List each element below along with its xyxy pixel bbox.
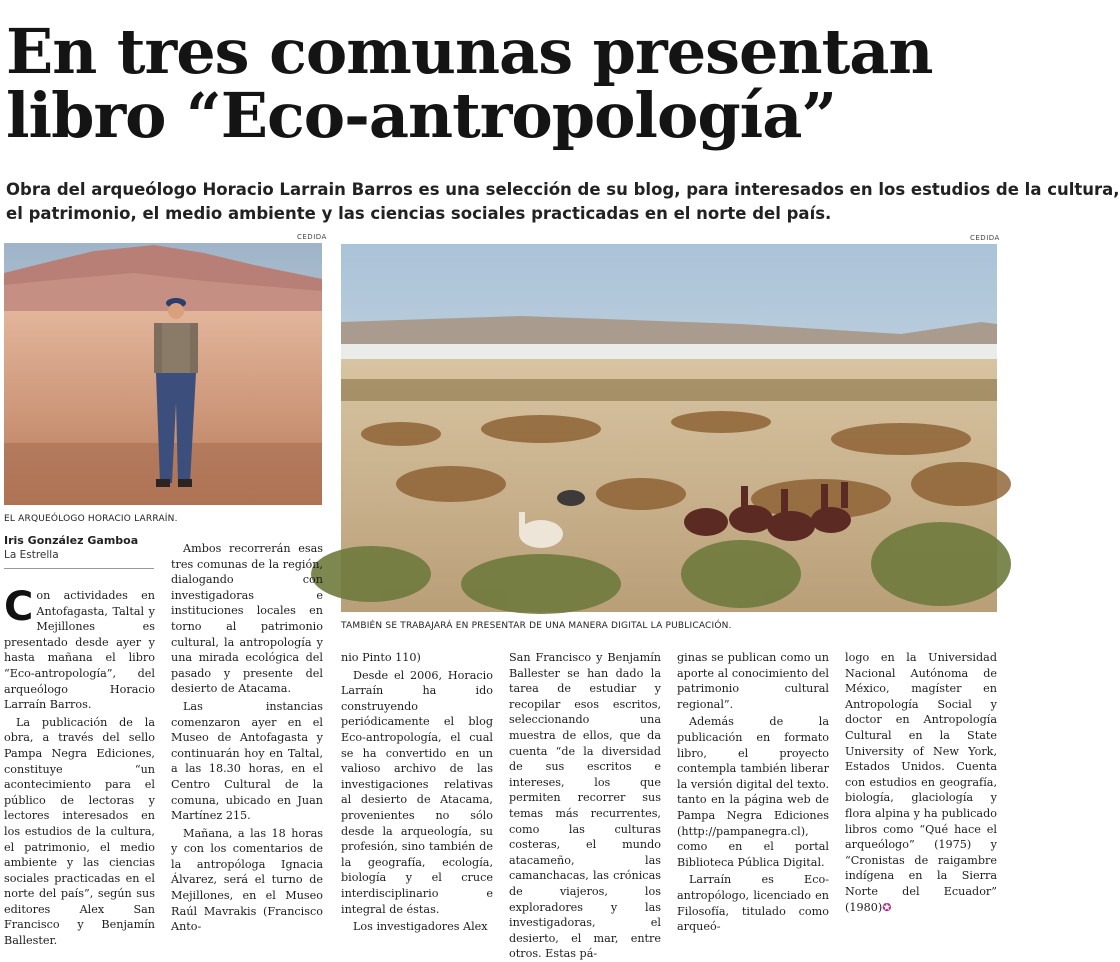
drop-cap: C xyxy=(4,584,34,630)
end-mark-icon: ✪ xyxy=(882,900,892,914)
body-col5-para-1: ginas se publican como un aporte al conocimiento del patrimonio cultural regional”. xyxy=(677,651,829,711)
body-col3-para-2: Desde el 2006, Horacio Larraín ha ido construyendo periódicamente el blog Eco-antropología, el cual se ha convertido en un valioso archivo de las investigaciones relativas al desierto de Atacama, provenientes no sólo desde la arqueología, su profesión, sino también de la geografía, ecología, biología y el cruce interdisciplinario e integral de éstas. xyxy=(341,668,493,916)
body-col1-para-1 xyxy=(4,584,155,713)
deck xyxy=(6,178,1120,226)
body-col5-para-2: Además de la publicación en formato libro, el proyecto contempla también liberar la versión digital del texto. tanto en la página web de Pampa Negra Ediciones (http://pampanegra.cl), como en el portal Biblioteca Pública Digital. xyxy=(677,715,829,869)
body-col6-para-1 xyxy=(845,650,997,915)
body-column-5 xyxy=(677,650,829,934)
byline-author: Iris González Gamboa xyxy=(4,534,139,547)
body-column-4 xyxy=(509,650,661,961)
body-col6-para-1-text: logo en la Universidad Nacional Autónoma de México, magíster en Antropología Social y doctor en Antropología Cultural en la State University of New York, Estados Unidos. Cuenta con estudios en geografía, biología, glaciología y flora alpina y ha publicado libros como “Qué hace el arqueólogo” (1975) y “Cronistas de raigambre indígena en la Sierra Norte del Ecuador” (1980) xyxy=(845,651,997,914)
body-col2-para-3: Mañana, a las 18 horas y con los comentarios de la antropóloga Ignacia Álvarez, será el turno de Mejillones, en el Museo Raúl Mavrakis (Francisco Anto- xyxy=(171,826,323,934)
body-col4-para-1: San Francisco y Benjamín Ballester se han dado la tarea de estudiar y recopilar esos escritos, seleccionando una muestra de ellos, que da cuenta “de la diversidad de sus escritos e intereses, los que permiten recorrer sus temas más recurrentes, como las culturas costeras, el mundo atacameño, las camanchacas, las crónicas de viajeros, los exploradores y las investigadoras, el desierto, el mar, entre otros. Estas pá- xyxy=(509,651,661,961)
deck-line-2: el patrimonio, el medio ambiente y las ciencias sociales practicadas en el norte del país. xyxy=(6,204,832,223)
body-col3-para-1: nio Pinto 110) xyxy=(341,651,421,664)
headline-line-2: libro “Eco-antropología” xyxy=(6,79,837,152)
body-column-2 xyxy=(171,541,323,934)
photo-landscape-image xyxy=(341,244,997,612)
byline-outlet: La Estrella xyxy=(4,549,59,561)
body-column-6 xyxy=(845,650,997,914)
body-col1-para-1-text: on actividades en Antofagasta, Taltal y Mejillones es presentado desde ayer y hasta mañana el libro “Eco-antropología”, del arqueólogo Horacio Larraín Barros. xyxy=(4,589,155,712)
deck-line-1: Obra del arqueólogo Horacio Larrain Barros es una selección de su blog, para interesados en los estudios de la cultura, xyxy=(6,180,1120,199)
photo-left-caption: EL ARQUEÓLOGO HORACIO LARRAÍN. xyxy=(4,514,178,524)
body-col5-para-3: Larraín es Eco-antropólogo, licenciado en Filosofía, titulado como arqueó- xyxy=(677,873,829,934)
photo-left-credit: CEDIDA xyxy=(297,233,327,241)
photo-landscape xyxy=(341,244,997,612)
photo-archaeologist-image xyxy=(4,243,322,505)
photo-right-credit: CEDIDA xyxy=(970,234,1000,242)
photo-right-caption: TAMBIÉN SE TRABAJARÁ EN PRESENTAR DE UNA MANERA DIGITAL LA PUBLICACIÓN. xyxy=(341,621,732,631)
photo-archaeologist xyxy=(4,243,322,505)
body-col1-para-2: La publicación de la obra, a través del sello Pampa Negra Ediciones, constituye “un acontecimiento para el público de lectoras y lectores interesados en los estudios de la cultura, el patrimonio, el medio ambiente y las ciencias sociales practicadas en el norte del país”, según sus editores Alex San Francisco y Benjamín Ballester. xyxy=(4,715,155,948)
headline-line-1: En tres comunas presentan xyxy=(6,15,933,88)
body-col3-para-3: Los investigadores Alex xyxy=(353,920,488,934)
body-col2-para-1: Ambos recorrerán esas tres comunas de la región, dialogando con investigadoras e instituciones locales en torno al patrimonio cultural, la antropología y una mirada ecológica del pasado y presente del desierto de Atacama. xyxy=(171,542,323,696)
body-column-1 xyxy=(4,584,155,948)
body-col2-para-2: Las instancias comenzaron ayer en el Museo de Antofagasta y continuarán hoy en Taltal, a las 18.30 horas, en el Centro Cultural de la comuna, ubicado en Juan Martínez 215. xyxy=(171,699,323,823)
body-column-3 xyxy=(341,650,493,934)
byline-rule xyxy=(4,568,154,569)
headline xyxy=(6,15,996,152)
